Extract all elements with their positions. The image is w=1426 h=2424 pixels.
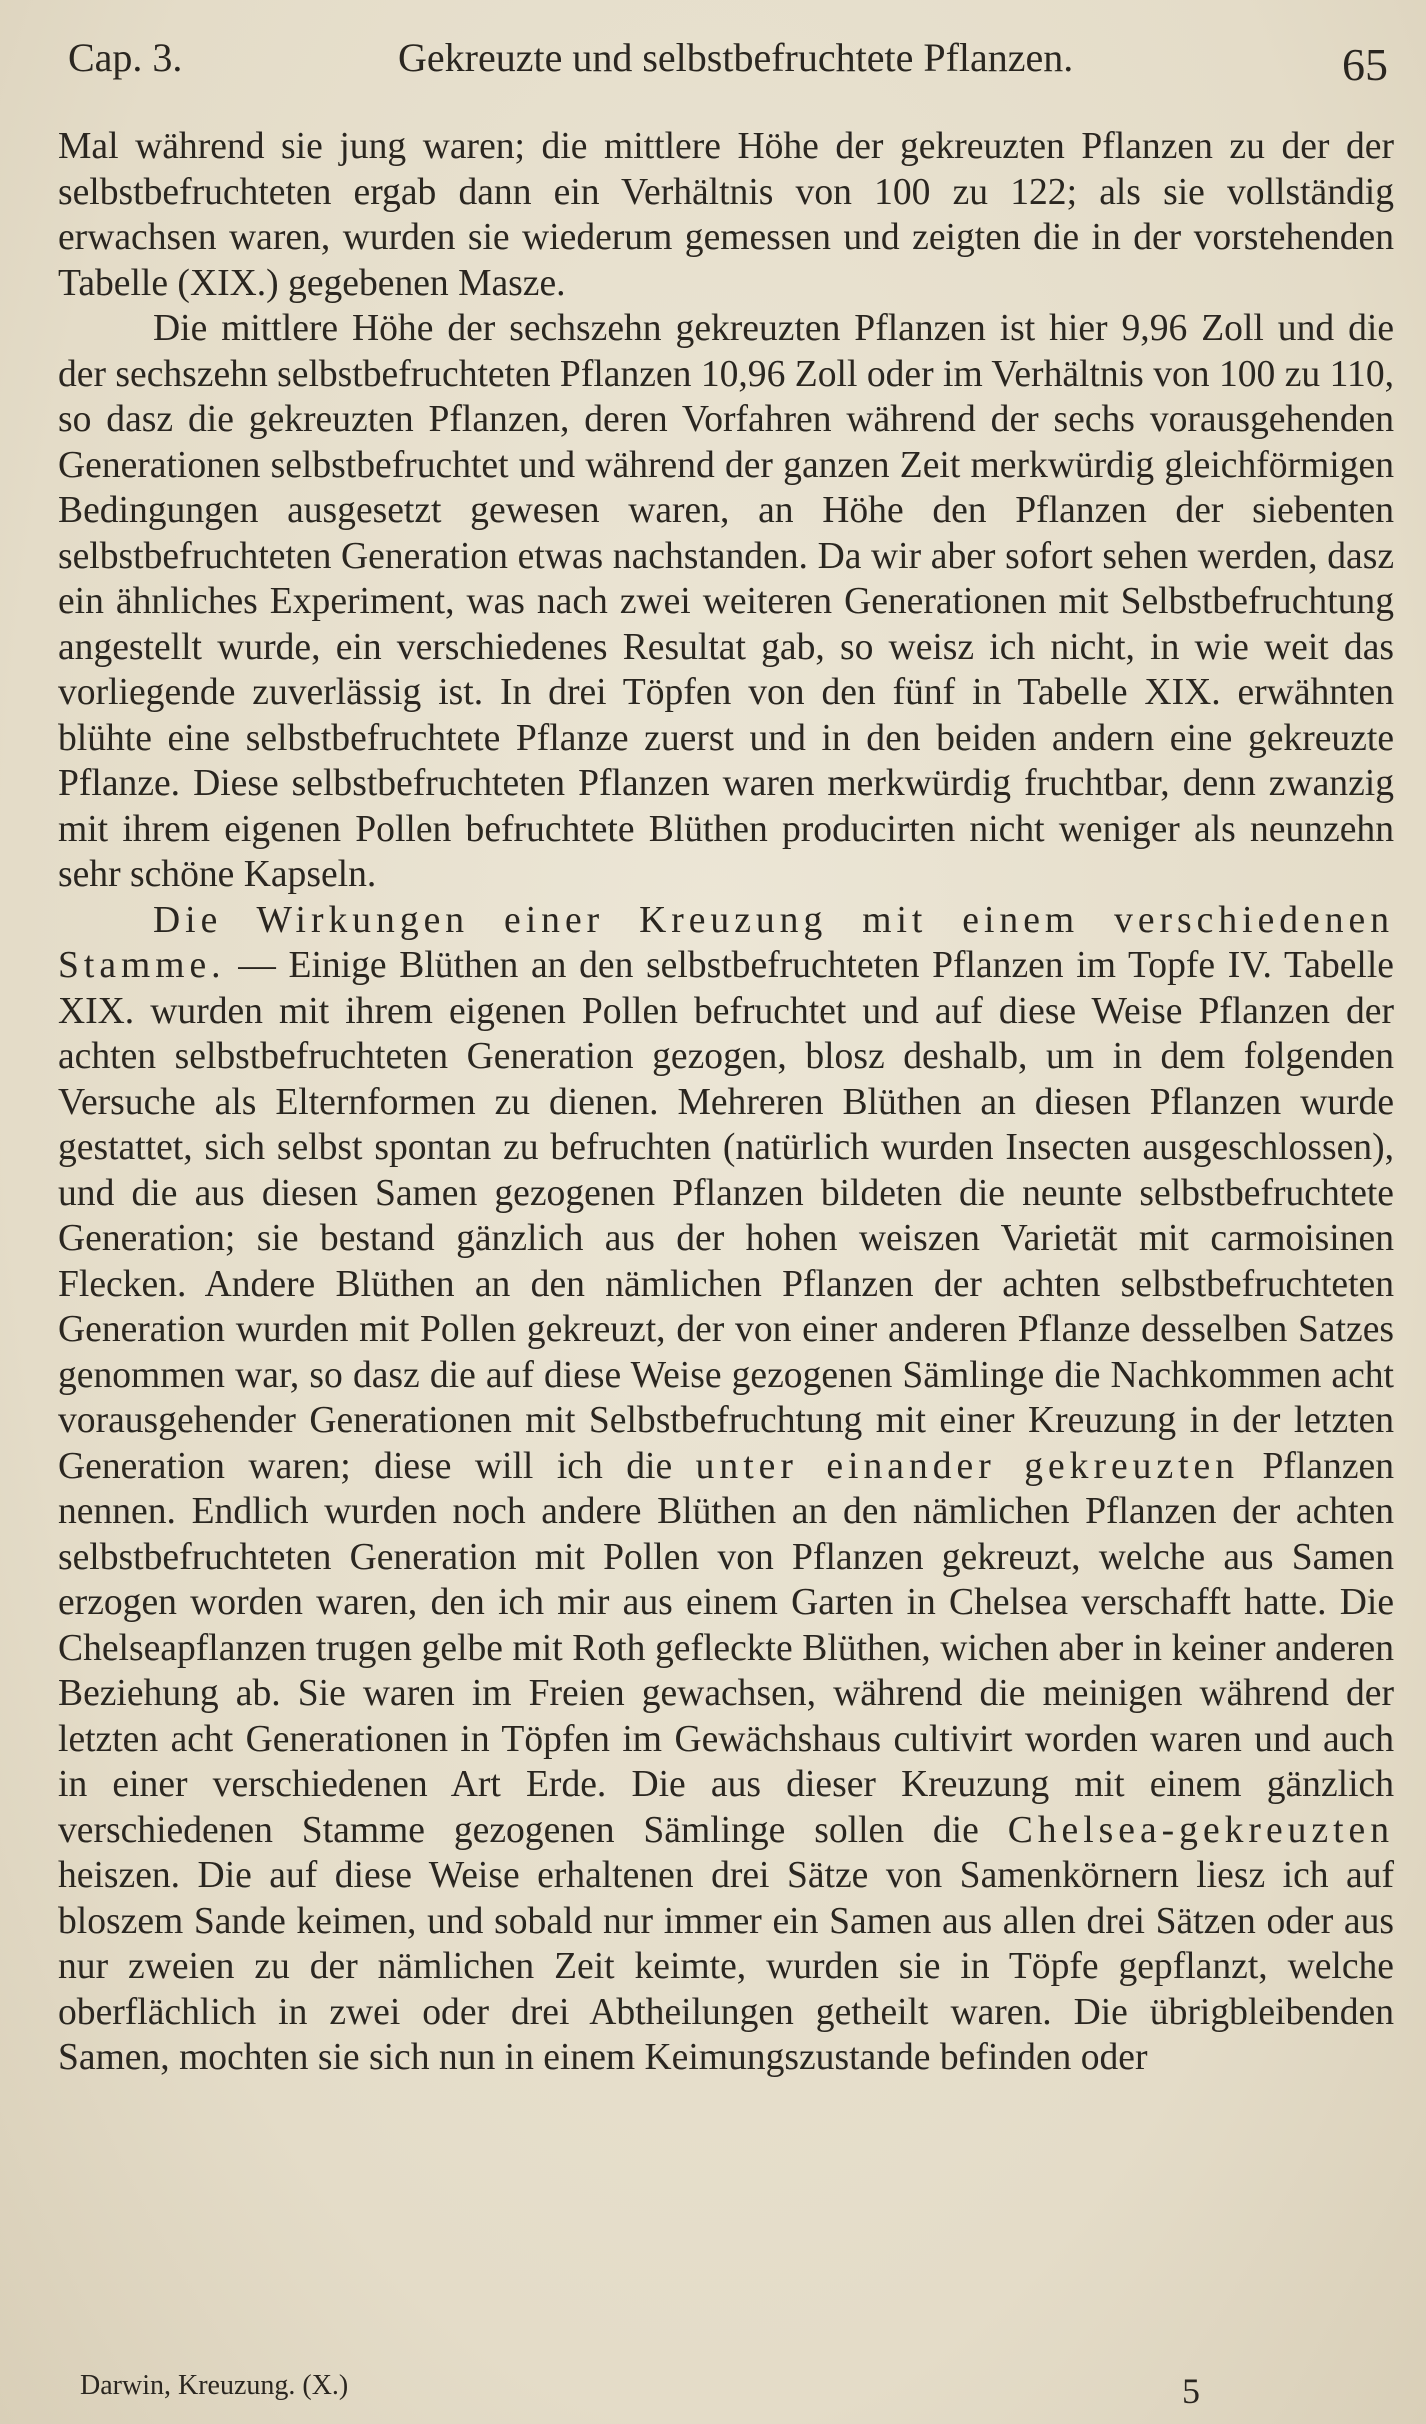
emphasis-spaced-term: Chelsea-gekreuzten: [1007, 1809, 1394, 1851]
paragraph-text: heiszen. Die auf diese Weise erhaltenen drei Sätze von Samenkörnern liesz ich auf bloszem Sande keimen, und sobald nur immer ein Samen aus allen drei Sätzen oder aus nur zweien zu der nämlichen Zeit keimte, wurden sie in Töpfe gepflanzt, welche oberflächlich in zwei oder drei Abtheilungen getheilt waren. Die übrigbleibenden Samen, mochten sie sich nun in einem Keimungszustande befinden oder: [58, 1855, 1394, 2078]
running-title: Gekreuzte und selbstbefruchtete Pflanzen.: [398, 35, 1074, 80]
paragraph-text: Pflanzen nennen. Endlich wurden noch andere Blüthen an den nämlichen Pflanzen der achten selbstbefruchteten Generation mit Pollen von Pflanzen gekreuzt, welche aus Samen erzogen worden waren, den ich mir aus einem Garten in Chelsea verschafft hatte. Die Chelseapflanzen trugen gelbe mit Roth gefleckte Blüthen, wichen aber in keiner anderen Beziehung ab. Sie waren im Freien gewachsen, während die meinigen während der letzten acht Generationen in Töpfen im Gewächshaus cultivirt worden waren und auch in einer verschiedenen Art Erde. Die aus dieser Kreuzung mit einem gänzlich verschiedenen Stamme gezogenen Sämlinge sollen die: [58, 1445, 1394, 1851]
body-text: [58, 124, 1394, 2081]
sheet-number: 5: [1182, 2371, 1200, 2411]
paragraph-text: — Einige Blüthen an den selbstbefruchteten Pflanzen im Topfe IV. Tabelle XIX. wurden mit ihrem eigenen Pollen befruchtet und auf diese Weise Pflanzen der achten selbstbefruchteten Generation gezogen, blosz deshalb, um in dem folgenden Versuche als Elternformen zu dienen. Mehreren Blüthen an diesen Pflanzen wurde gestattet, sich selbst spontan zu befruchten (natürlich wurden Insecten ausgeschlossen), und die aus diesen Samen gezogenen Pflanzen bildeten die neunte selbstbefruchtete Generation; sie bestand gänzlich aus der hohen weiszen Varietät mit carmoisinen Flecken. Andere Blüthen an den nämlichen Pflanzen der achten selbstbefruchteten Generation wurden mit Pollen gekreuzt, der von einer anderen Pflanze desselben Satzes genommen war, so dasz die auf diese Weise gezogenen Sämlinge die Nachkommen acht vorausgehender Generationen mit Selbstbefruchtung mit einer Kreuzung in der letzten Generation waren; diese will ich die: [58, 945, 1394, 1487]
page-number: 65: [1342, 39, 1388, 90]
running-header: [68, 28, 1396, 88]
section-heading-spaced: Die Wirkungen einer Kreuzung mit einem verschiedenen Stamme.: [58, 899, 1394, 986]
paragraph-height-comparison: Die mittlere Höhe der sechszehn gekreuzten Pflanzen ist hier 9,96 Zoll und die der sechszehn selbstbefruchteten Pflanzen 10,96 Zoll oder im Verhältnis von 100 zu 110, so dasz die gekreuzten Pflanzen, deren Vorfahren während der sechs vorausgehenden Generationen selbstbefruchtet und während der ganzen Zeit merkwürdig gleichförmigen Bedingungen ausgesetzt gewesen waren, an Höhe den Pflanzen der siebenten selbstbefruchteten Generation etwas nachstanden. Da wir aber sofort sehen werden, dasz ein ähnliches Experiment, was nach zwei weiteren Generationen mit Selbstbefruchtung angestellt wurde, ein verschiedenes Resultat gab, so weisz ich nicht, in wie weit das vorliegende zuverlässig ist. In drei Töpfen von den fünf in Tabelle XIX. erwähnten blühte eine selbstbefruchtete Pflanze zuerst und in den beiden andern eine gekreuzte Pflanze. Diese selbstbefruchteten Pflanzen waren merkwürdig fruchtbar, denn zwanzig mit ihrem eigenen Pollen befruchtete Blüthen producirten nicht weniger als neunzehn sehr schöne Kapseln.: [58, 308, 1394, 895]
signature-mark: Darwin, Kreuzung. (X.): [80, 2370, 349, 2401]
chapter-label: Cap. 3.: [68, 35, 183, 80]
emphasis-spaced-term: unter einander gekreuzten: [695, 1445, 1240, 1487]
paragraph-continuation: Mal während sie jung waren; die mittlere Höhe der gekreuzten Pflanzen zu der der selbstbefruchteten ergab dann ein Verhältnis von 100 zu 122; als sie vollständig erwachsen waren, wurden sie wiederum gemessen und zeigten die in der vorstehenden Tabelle (XIX.) gegebenen Masze.: [58, 126, 1394, 304]
paragraph-cross-experiment: [58, 898, 1394, 2081]
